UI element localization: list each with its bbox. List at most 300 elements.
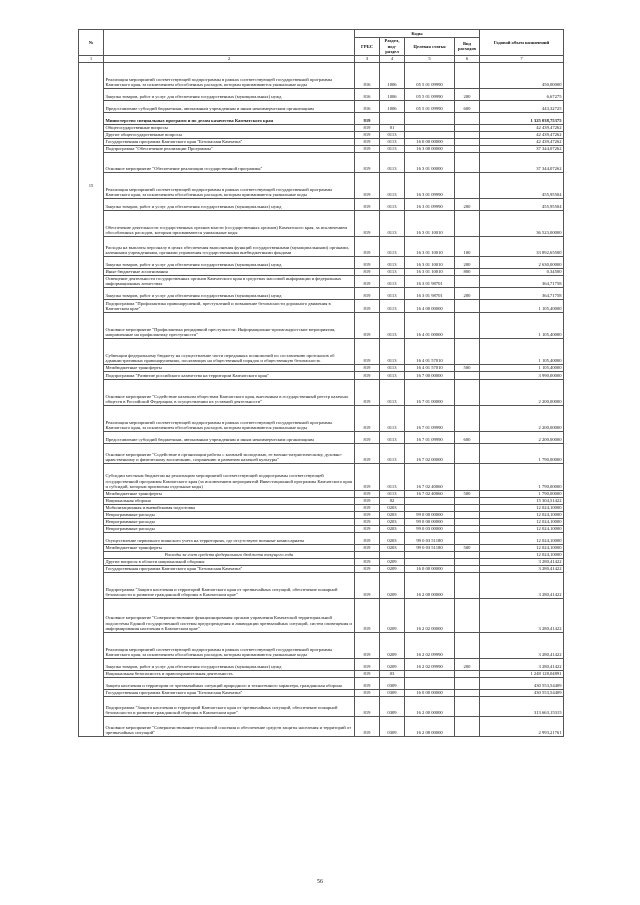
row-target-article: 99 0 03 51180 (405, 532, 455, 544)
row-target-article (405, 131, 455, 138)
table-row (79, 338, 564, 364)
row-target-article (405, 558, 455, 565)
row-name: Подпрограмма "Защита населения и территорий Камчатского края от чрезвычайных ситуаций, обеспечение пожарной безопасности и развитие гражданской обороны в Камчатском крае" (104, 572, 355, 598)
row-name: Иные бюджетные ассигнования (104, 268, 355, 275)
table-row (79, 689, 564, 696)
row-expense-type (455, 677, 480, 689)
row-razdel: 0113 (380, 364, 405, 371)
index-cell: 1 (79, 55, 104, 62)
row-annual-sum: 12 024,10000 (480, 551, 564, 558)
row-target-article: 16 7 02 40060 (405, 490, 455, 497)
table-row (79, 463, 564, 490)
row-annual-sum: 1 325 038,75375 (480, 112, 564, 124)
table-row (79, 632, 564, 658)
row-name: Министерство специальных программ и по делам казачества Камчатского края (104, 112, 355, 124)
row-name: Национальная безопасность и правоохранительная деятельность (104, 670, 355, 677)
row-name: Освещение деятельности государственных органов Камчатского края в средствах массовой информации и федеральных информационных агентствах (104, 275, 355, 287)
row-expense-type (455, 696, 480, 716)
row-grbs: 819 (355, 431, 380, 443)
row-grbs: 819 (355, 338, 380, 364)
row-grbs: 819 (355, 112, 380, 124)
index-cell: 6 (455, 55, 480, 62)
row-annual-sum: 2 200,00000 (480, 379, 564, 405)
row-razdel: 0309 (380, 696, 405, 716)
row-annual-sum: 12 024,10000 (480, 518, 564, 525)
row-razdel: 0309 (380, 677, 405, 689)
row-annual-sum: 15 304,51422 (480, 497, 564, 504)
row-name: Закупка товаров, работ и услуг для обеспечения государственных (муниципальных) нужд (104, 88, 355, 100)
index-row (79, 55, 564, 62)
table-row (79, 565, 564, 572)
row-razdel: 0113 (380, 198, 405, 210)
row-target-article: 16 3 01 98701 (405, 275, 455, 287)
row-expense-type: 500 (455, 544, 480, 551)
row-target-article: 16 7 01 09990 (405, 405, 455, 431)
row-name: Основное мероприятие "Содействие в организации работы с казачьей молодежью, ее военно-патриотическому, духовно-нравственному и физическому воспитанию, сохранению и развитию казачьей культуры" (104, 443, 355, 463)
row-target-article (405, 551, 455, 558)
row-grbs: 819 (355, 572, 380, 598)
row-annual-sum: 443,32725 (480, 100, 564, 112)
row-expense-type: 800 (455, 268, 480, 275)
row-razdel (380, 551, 405, 558)
row-target-article: 16 4 01 57010 (405, 364, 455, 371)
row-grbs: 819 (355, 312, 380, 338)
table-row (79, 268, 564, 275)
row-name: Мобилизационная и вневойсковая подготовка (104, 504, 355, 511)
row-expense-type (455, 152, 480, 172)
row-grbs: 819 (355, 463, 380, 490)
header-codes: Коды (355, 30, 480, 38)
index-cell: 2 (104, 55, 355, 62)
budget-table (78, 29, 564, 737)
row-grbs: 816 (355, 88, 380, 100)
row-razdel: 0113 (380, 275, 405, 287)
row-annual-sum: 313 663,15315 (480, 696, 564, 716)
row-annual-sum: 33 892,65500 (480, 236, 564, 256)
index-cell: 3 (355, 55, 380, 62)
header-name (104, 30, 355, 56)
row-name: Расходы за счет средств федерального бюджета текущего года (104, 551, 355, 558)
row-expense-type (455, 275, 480, 287)
row-grbs: 819 (355, 172, 380, 198)
row-expense-type (455, 371, 480, 379)
row-grbs: 819 (355, 544, 380, 551)
row-annual-sum: 1 248 128,04891 (480, 670, 564, 677)
row-grbs: 819 (355, 598, 380, 632)
row-grbs: 819 (355, 696, 380, 716)
table-row (79, 696, 564, 716)
table-row (79, 558, 564, 565)
row-target-article: 16 3 01 09990 (405, 172, 455, 198)
row-expense-type (455, 689, 480, 696)
row-expense-type (455, 138, 480, 145)
header-vr: Вид расходов (455, 38, 480, 56)
row-annual-sum: 36 523,00000 (480, 210, 564, 236)
row-grbs: 819 (355, 210, 380, 236)
row-name: Основное мероприятие "Обеспечение реализации государственной программы" (104, 152, 355, 172)
row-target-article: 16 0 00 00000 (405, 138, 455, 145)
row-target-article: 16 3 00 00000 (405, 145, 455, 152)
row-name: Подпрограмма "Обеспечение реализации Программы" (104, 145, 355, 152)
row-name: Подпрограмма "Профилактика правонарушений, преступлений и повышение безопасности дорожного движения в Камчатском крае" (104, 299, 355, 312)
row-name: Непрограммные расходы (104, 511, 355, 518)
row-annual-sum: 3 280,41422 (480, 598, 564, 632)
index-cell: 5 (405, 55, 455, 62)
row-expense-type (455, 405, 480, 431)
row-razdel: 0203 (380, 532, 405, 544)
row-grbs: 819 (355, 689, 380, 696)
row-target-article: 16 3 01 00000 (405, 152, 455, 172)
row-expense-type (455, 632, 480, 658)
table-row (79, 598, 564, 632)
row-name: Основное мероприятие "Совершенствование технологий спасения и обеспечение средств защиты населения и территорий от чрезвычайных ситуаций" (104, 716, 355, 736)
row-annual-sum: 430 553,54409 (480, 689, 564, 696)
page-number: 56 (317, 879, 323, 885)
header-grbs: ГРБС (355, 38, 380, 56)
row-expense-type (455, 565, 480, 572)
row-grbs: 819 (355, 145, 380, 152)
row-name: Субвенции федеральному бюджету на осуществление части переданных полномочий по составлению протоколов об административных правонарушениях, посягающих на общественный порядок и общественную безопасность (104, 338, 355, 364)
row-expense-type (455, 131, 480, 138)
row-annual-sum: 364,71758 (480, 275, 564, 287)
row-expense-type: 600 (455, 431, 480, 443)
row-razdel: 0113 (380, 131, 405, 138)
row-annual-sum: 3 280,41422 (480, 572, 564, 598)
table-row (79, 152, 564, 172)
row-target-article (405, 124, 455, 131)
row-expense-type: 500 (455, 364, 480, 371)
row-annual-sum: 2 993,21761 (480, 716, 564, 736)
row-razdel: 1006 (380, 100, 405, 112)
row-annual-sum: 1 790,00000 (480, 463, 564, 490)
row-expense-type (455, 504, 480, 511)
row-target-article: 16 7 01 09990 (405, 431, 455, 443)
row-razdel: 0113 (380, 371, 405, 379)
row-annual-sum: 37 344,07262 (480, 152, 564, 172)
row-expense-type (455, 338, 480, 364)
row-annual-sum: 1 105,40000 (480, 338, 564, 364)
row-annual-sum: 12 024,10000 (480, 532, 564, 544)
row-target-article: 16 7 01 00000 (405, 379, 455, 405)
row-razdel: 0203 (380, 525, 405, 532)
row-annual-sum: 455,95504 (480, 172, 564, 198)
row-grbs: 819 (355, 138, 380, 145)
row-target-article: 99 0 03 51180 (405, 544, 455, 551)
row-annual-sum: 42 439,47262 (480, 124, 564, 131)
row-name: Реализация мероприятий соответствующей подпрограммы в рамках соответствующей государственной программы Камчатского края, за исключением обособленных расходов, которым присваиваются уникальные коды (104, 632, 355, 658)
table-row (79, 658, 564, 670)
row-grbs: 819 (355, 565, 380, 572)
row-target-article: 05 5 01 09990 (405, 88, 455, 100)
row-grbs: 819 (355, 275, 380, 287)
row-name: Расходы на выплаты персоналу в целях обеспечения выполнения функций государственными (муниципальными) органами, казенными учреждениями, органами управления государственными внебюджетными фондами (104, 236, 355, 256)
row-grbs: 819 (355, 716, 380, 736)
row-grbs: 819 (355, 558, 380, 565)
row-target-article: 16 4 01 00000 (405, 312, 455, 338)
table-row (79, 572, 564, 598)
row-razdel: 0209 (380, 598, 405, 632)
row-name: Реализация мероприятий соответствующей подпрограммы в рамках соответствующей государственной программы Камчатского края, за исключением обособленных расходов, которым присваиваются уникальные коды (104, 405, 355, 431)
table-row (79, 511, 564, 518)
row-name: Закупка товаров, работ и услуг для обеспечения государственных (муниципальных) нужд (104, 256, 355, 268)
row-annual-sum: 0,34500 (480, 268, 564, 275)
row-target-article: 16 0 00 00000 (405, 689, 455, 696)
row-name: Государственная программа Камчатского края "Безопасная Камчатка" (104, 138, 355, 145)
row-grbs: 819 (355, 131, 380, 138)
row-annual-sum: 2 200,00000 (480, 431, 564, 443)
row-annual-sum: 1 790,00000 (480, 490, 564, 497)
row-annual-sum: 6,67275 (480, 88, 564, 100)
row-target-article: 05 5 01 09990 (405, 100, 455, 112)
row-target-article: 99 0 03 00000 (405, 525, 455, 532)
table-row (79, 88, 564, 100)
table-row (79, 364, 564, 371)
row-name: Межбюджетные трансферты (104, 544, 355, 551)
row-annual-sum: 1 105,40000 (480, 299, 564, 312)
row-razdel: 0113 (380, 152, 405, 172)
table-row (79, 198, 564, 210)
table-row (79, 112, 564, 124)
row-annual-sum: 3 280,41422 (480, 658, 564, 670)
row-grbs: 819 (355, 299, 380, 312)
row-grbs: 819 (355, 504, 380, 511)
row-annual-sum: 42 439,47262 (480, 138, 564, 145)
row-grbs: 819 (355, 490, 380, 497)
row-grbs: 819 (355, 670, 380, 677)
row-expense-type (455, 312, 480, 338)
row-name: Общегосударственные вопросы (104, 124, 355, 131)
table-row (79, 275, 564, 287)
row-annual-sum: 1 790,00000 (480, 443, 564, 463)
row-name: Основное мероприятие "Совершенствование функционирования органов управления Камчатской территориальной подсистемы Единой государственной системы предупреждения и ликвидации чрезвычайных ситуаций, систем оповещения и информирования населения в Камчатском крае" (104, 598, 355, 632)
table-row (79, 525, 564, 532)
row-target-article (405, 112, 455, 124)
row-target-article: 99 0 00 00000 (405, 511, 455, 518)
row-razdel: 0113 (380, 145, 405, 152)
row-annual-sum: 12 024,10000 (480, 511, 564, 518)
table-row (79, 131, 564, 138)
row-razdel: 01 (380, 124, 405, 131)
row-expense-type: 100 (455, 236, 480, 256)
row-target-article: 16 0 00 00000 (405, 565, 455, 572)
row-annual-sum: 37 344,07262 (480, 145, 564, 152)
row-razdel: 0113 (380, 268, 405, 275)
row-name: Другие общегосударственные вопросы (104, 131, 355, 138)
row-expense-type: 200 (455, 658, 480, 670)
table-row (79, 256, 564, 268)
table-row (79, 518, 564, 525)
row-expense-type (455, 532, 480, 544)
table-row (79, 551, 564, 558)
row-name: Реализация мероприятий соответствующей подпрограммы в рамках соответствующей государственной программы Камчатского края, за исключением обособленных расходов, которым присваиваются уникальные коды (104, 62, 355, 88)
row-razdel: 0113 (380, 299, 405, 312)
row-expense-type (455, 124, 480, 131)
row-name: Защита населения и территории от чрезвычайных ситуаций природного и техногенного характера, гражданская оборона (104, 677, 355, 689)
table-row (79, 379, 564, 405)
row-expense-type (455, 172, 480, 198)
row-name: Государственная программа Камчатского края "Безопасная Камчатка" (104, 565, 355, 572)
table-row (79, 287, 564, 299)
row-name: Другие вопросы в области национальной обороны (104, 558, 355, 565)
group-number: 15 (79, 62, 104, 736)
row-grbs: 819 (355, 443, 380, 463)
row-name: Подпрограмма "Развитие российского казачества на территории Камчатского края" (104, 371, 355, 379)
row-grbs: 819 (355, 256, 380, 268)
row-name: Непрограммные расходы (104, 525, 355, 532)
table-row (79, 405, 564, 431)
row-expense-type (455, 145, 480, 152)
row-razdel: 0203 (380, 544, 405, 551)
row-name: Закупка товаров, работ и услуг для обеспечения государственных (муниципальных) нужд (104, 198, 355, 210)
row-expense-type (455, 443, 480, 463)
row-razdel (380, 112, 405, 124)
row-annual-sum: 3 280,41422 (480, 632, 564, 658)
row-grbs: 819 (355, 268, 380, 275)
row-razdel: 03 (380, 670, 405, 677)
table-row (79, 312, 564, 338)
row-annual-sum: 3 280,41422 (480, 565, 564, 572)
row-target-article: 16 3 01 10010 (405, 236, 455, 256)
row-target-article: 16 2 08 00000 (405, 716, 455, 736)
row-grbs (355, 551, 380, 558)
row-grbs: 819 (355, 287, 380, 299)
row-expense-type (455, 511, 480, 518)
row-name: Непрограммные расходы (104, 518, 355, 525)
table-row (79, 371, 564, 379)
row-expense-type (455, 62, 480, 88)
row-target-article: 16 2 02 09990 (405, 658, 455, 670)
row-target-article: 16 7 00 00000 (405, 371, 455, 379)
row-target-article: 99 0 00 00000 (405, 518, 455, 525)
table-row (79, 544, 564, 551)
row-target-article (405, 677, 455, 689)
table-row (79, 431, 564, 443)
row-name: Межбюджетные трансферты (104, 490, 355, 497)
row-name: Предоставление субсидий бюджетным, автономным учреждениям и иным некоммерческим организациям (104, 431, 355, 443)
row-target-article: 16 3 01 10010 (405, 256, 455, 268)
table-row (79, 532, 564, 544)
row-razdel: 0113 (380, 463, 405, 490)
row-grbs: 819 (355, 371, 380, 379)
index-cell: 7 (480, 55, 564, 62)
row-name: Государственная программа Камчатского края "Безопасная Камчатка" (104, 689, 355, 696)
row-target-article: 16 4 01 57010 (405, 338, 455, 364)
row-razdel: 1006 (380, 88, 405, 100)
table-row (79, 670, 564, 677)
row-expense-type: 200 (455, 287, 480, 299)
row-razdel: 0203 (380, 518, 405, 525)
row-target-article (405, 670, 455, 677)
row-target-article (405, 504, 455, 511)
row-annual-sum: 12 024,10000 (480, 504, 564, 511)
row-expense-type (455, 525, 480, 532)
row-grbs: 819 (355, 511, 380, 518)
row-name: Подпрограмма "Защита населения и территорий Камчатского края от чрезвычайных ситуаций, обеспечение пожарной безопасности и развитие гражданской обороны в Камчатском крае" (104, 696, 355, 716)
row-razdel: 0113 (380, 338, 405, 364)
row-expense-type: 200 (455, 198, 480, 210)
row-razdel: 1006 (380, 62, 405, 88)
row-name: Реализация мероприятий соответствующей подпрограммы в рамках соответствующей государственной программы Камчатского края, за исключением обособленных расходов, которым присваиваются уникальные коды (104, 172, 355, 198)
row-grbs: 819 (355, 236, 380, 256)
row-name: Субсидии местным бюджетам на реализацию мероприятий соответствующей подпрограммы соответствующей государственной программы Камчатского края (за исключением мероприятий Инвестиционной программы Камчатского края и субсидий, которым присвоены отдельные коды) (104, 463, 355, 490)
row-name: Предоставление субсидий бюджетным, автономным учреждениям и иным некоммерческим организациям (104, 100, 355, 112)
budget-table-page (78, 29, 564, 737)
row-expense-type (455, 112, 480, 124)
table-row (79, 172, 564, 198)
row-grbs: 819 (355, 364, 380, 371)
table-row (79, 145, 564, 152)
row-grbs: 819 (355, 525, 380, 532)
row-expense-type (455, 558, 480, 565)
row-name: Закупка товаров, работ и услуг для обеспечения государственных (муниципальных) нужд (104, 287, 355, 299)
row-name: Осуществление первичного воинского учета на территориях, где отсутствуют военные комиссариаты (104, 532, 355, 544)
row-target-article: 16 7 02 40060 (405, 463, 455, 490)
row-grbs: 819 (355, 379, 380, 405)
row-grbs: 819 (355, 497, 380, 504)
row-razdel: 0209 (380, 658, 405, 670)
row-grbs: 819 (355, 124, 380, 131)
table-row (79, 100, 564, 112)
row-grbs: 819 (355, 658, 380, 670)
table-row (79, 490, 564, 497)
row-target-article (405, 497, 455, 504)
table-row (79, 236, 564, 256)
row-expense-type (455, 551, 480, 558)
table-row (79, 138, 564, 145)
row-grbs: 816 (355, 100, 380, 112)
row-target-article: 16 3 01 10010 (405, 210, 455, 236)
row-razdel: 0113 (380, 256, 405, 268)
row-target-article: 16 4 00 00000 (405, 299, 455, 312)
row-expense-type: 200 (455, 256, 480, 268)
row-expense-type (455, 518, 480, 525)
row-grbs: 816 (355, 62, 380, 88)
table-row (79, 677, 564, 689)
row-expense-type (455, 572, 480, 598)
row-annual-sum: 2 630,00000 (480, 256, 564, 268)
row-expense-type (455, 463, 480, 490)
table-row (79, 443, 564, 463)
row-razdel: 0309 (380, 689, 405, 696)
row-target-article: 16 3 01 10010 (405, 268, 455, 275)
row-expense-type (455, 379, 480, 405)
row-annual-sum: 3 990,00000 (480, 371, 564, 379)
table-row (79, 124, 564, 131)
row-name: Закупка товаров, работ и услуг для обеспечения государственных (муниципальных) нужд (104, 658, 355, 670)
row-annual-sum: 12 024,10000 (480, 525, 564, 532)
row-razdel: 0113 (380, 172, 405, 198)
row-razdel: 0209 (380, 632, 405, 658)
table-row (79, 62, 564, 88)
table-row (79, 504, 564, 511)
row-grbs: 819 (355, 152, 380, 172)
row-razdel: 0113 (380, 312, 405, 338)
row-grbs: 819 (355, 518, 380, 525)
row-name: Межбюджетные трансферты (104, 364, 355, 371)
row-target-article: 16 2 00 00000 (405, 696, 455, 716)
row-razdel: 0113 (380, 287, 405, 299)
header-razdel: Раздел, под-раздел (380, 38, 405, 56)
row-grbs: 819 (355, 632, 380, 658)
row-expense-type (455, 210, 480, 236)
row-razdel: 0113 (380, 236, 405, 256)
table-row (79, 497, 564, 504)
row-expense-type (455, 497, 480, 504)
index-cell: 4 (380, 55, 405, 62)
row-razdel: 0113 (380, 138, 405, 145)
row-razdel: 0309 (380, 716, 405, 736)
row-name: Национальная оборона (104, 497, 355, 504)
